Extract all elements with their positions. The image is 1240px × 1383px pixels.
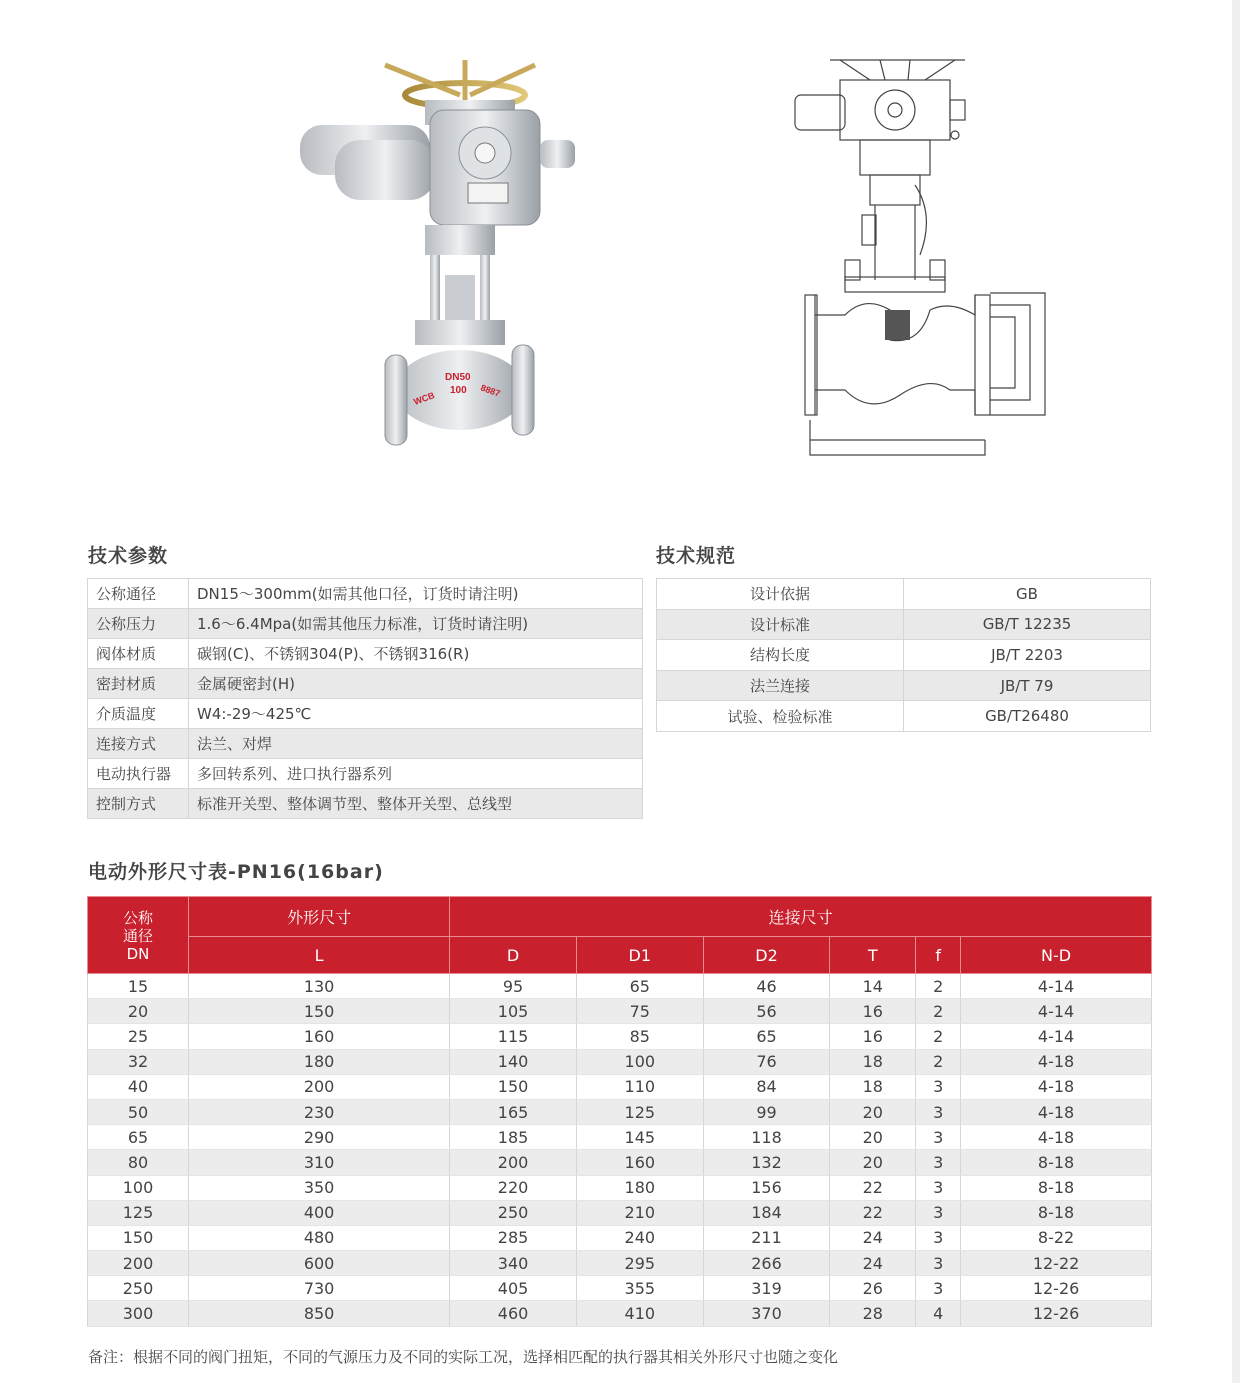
table-cell: 150 — [450, 1074, 577, 1099]
table-cell: 20 — [88, 999, 189, 1024]
table-cell: 850 — [189, 1301, 450, 1326]
specs-row — [657, 701, 1151, 732]
table-cell: 3 — [916, 1150, 961, 1175]
table-cell: 65 — [703, 1024, 830, 1049]
table-cell: 85 — [576, 1024, 703, 1049]
table-cell: 15 — [88, 974, 189, 999]
table-cell: 2 — [916, 1049, 961, 1074]
column-header: f — [916, 937, 961, 974]
spec-value: JB/T 2203 — [904, 640, 1151, 671]
table-cell: 310 — [189, 1150, 450, 1175]
param-value: W4:-29～425℃ — [189, 699, 643, 729]
table-cell: 4-18 — [961, 1049, 1152, 1074]
table-cell: 100 — [88, 1175, 189, 1200]
params-row — [88, 699, 643, 729]
body-material-marking: WCB — [412, 390, 436, 407]
spec-key: 试验、检验标准 — [657, 701, 904, 732]
table-cell: 400 — [189, 1200, 450, 1225]
table-cell: 18 — [830, 1049, 916, 1074]
table-cell: 22 — [830, 1175, 916, 1200]
table-cell: 165 — [450, 1099, 577, 1124]
table-cell: 295 — [576, 1251, 703, 1276]
column-header: T — [830, 937, 916, 974]
table-cell: 130 — [189, 974, 450, 999]
body-badge-marking: 8887 — [479, 382, 502, 399]
param-value: 1.6～6.4Mpa(如需其他压力标准，订货时请注明) — [189, 609, 643, 639]
table-cell: 20 — [830, 1125, 916, 1150]
table-cell: 125 — [88, 1200, 189, 1225]
spec-value: GB — [904, 579, 1151, 610]
param-value: 多回转系列、进口执行器系列 — [189, 759, 643, 789]
table-cell: 185 — [450, 1125, 577, 1150]
table-cell: 4-18 — [961, 1074, 1152, 1099]
footnote: 备注：根据不同的阀门扭矩，不同的气源压力及不同的实际工况，选择相匹配的执行器其相关外形尺寸也随之变化 — [88, 1348, 839, 1366]
table-cell: 26 — [830, 1276, 916, 1301]
table-cell: 290 — [189, 1125, 450, 1150]
table-cell: 50 — [88, 1099, 189, 1124]
param-value: 法兰、对焊 — [189, 729, 643, 759]
params-table — [87, 578, 643, 819]
table-cell: 600 — [189, 1251, 450, 1276]
table-cell: 480 — [189, 1225, 450, 1250]
table-cell: 84 — [703, 1074, 830, 1099]
table-cell: 65 — [576, 974, 703, 999]
param-value: 金属硬密封(H) — [189, 669, 643, 699]
table-cell: 3 — [916, 1225, 961, 1250]
table-row — [88, 1225, 1152, 1250]
table-row — [88, 1301, 1152, 1326]
table-cell: 100 — [576, 1049, 703, 1074]
table-cell: 118 — [703, 1125, 830, 1150]
table-cell: 20 — [830, 1099, 916, 1124]
table-cell: 140 — [450, 1049, 577, 1074]
table-cell: 46 — [703, 974, 830, 999]
table-cell: 105 — [450, 999, 577, 1024]
table-cell: 3 — [916, 1276, 961, 1301]
specs-table — [656, 578, 1151, 732]
table-cell: 3 — [916, 1074, 961, 1099]
table-cell: 95 — [450, 974, 577, 999]
table-cell: 12-26 — [961, 1301, 1152, 1326]
page-edge — [1232, 0, 1240, 1383]
valve-photo — [290, 55, 590, 455]
table-cell: 4-18 — [961, 1099, 1152, 1124]
table-cell: 12-22 — [961, 1251, 1152, 1276]
table-cell: 25 — [88, 1024, 189, 1049]
table-cell: 460 — [450, 1301, 577, 1326]
dims-table — [87, 896, 1152, 1327]
params-row — [88, 729, 643, 759]
param-key: 控制方式 — [88, 789, 189, 819]
header-outer-dims: 外形尺寸 — [189, 897, 450, 937]
table-cell: 370 — [703, 1301, 830, 1326]
table-cell: 410 — [576, 1301, 703, 1326]
param-key: 阀体材质 — [88, 639, 189, 669]
table-cell: 220 — [450, 1175, 577, 1200]
column-header: N-D — [961, 937, 1152, 974]
table-cell: 4-14 — [961, 999, 1152, 1024]
table-cell: 8-18 — [961, 1150, 1152, 1175]
param-key: 电动执行器 — [88, 759, 189, 789]
table-cell: 8-18 — [961, 1175, 1152, 1200]
table-cell: 319 — [703, 1276, 830, 1301]
spec-key: 设计依据 — [657, 579, 904, 610]
table-row — [88, 1049, 1152, 1074]
table-cell: 132 — [703, 1150, 830, 1175]
specs-row — [657, 670, 1151, 701]
column-header: D2 — [703, 937, 830, 974]
spec-value: GB/T 12235 — [904, 609, 1151, 640]
table-cell: 240 — [576, 1225, 703, 1250]
params-row — [88, 789, 643, 819]
table-row — [88, 974, 1152, 999]
table-cell: 3 — [916, 1125, 961, 1150]
table-cell: 2 — [916, 974, 961, 999]
table-row — [88, 1150, 1152, 1175]
table-cell: 250 — [450, 1200, 577, 1225]
table-cell: 211 — [703, 1225, 830, 1250]
table-cell: 4-14 — [961, 974, 1152, 999]
table-cell: 250 — [88, 1276, 189, 1301]
table-cell: 210 — [576, 1200, 703, 1225]
table-cell: 180 — [189, 1049, 450, 1074]
table-cell: 340 — [450, 1251, 577, 1276]
table-cell: 80 — [88, 1150, 189, 1175]
params-row — [88, 579, 643, 609]
table-cell: 145 — [576, 1125, 703, 1150]
table-cell: 99 — [703, 1099, 830, 1124]
table-row — [88, 1200, 1152, 1225]
table-cell: 24 — [830, 1251, 916, 1276]
table-cell: 32 — [88, 1049, 189, 1074]
table-cell: 40 — [88, 1074, 189, 1099]
table-cell: 266 — [703, 1251, 830, 1276]
table-cell: 300 — [88, 1301, 189, 1326]
table-cell: 65 — [88, 1125, 189, 1150]
table-cell: 18 — [830, 1074, 916, 1099]
table-cell: 150 — [189, 999, 450, 1024]
table-cell: 28 — [830, 1301, 916, 1326]
params-row — [88, 609, 643, 639]
params-row — [88, 639, 643, 669]
spec-key: 结构长度 — [657, 640, 904, 671]
column-header: L — [189, 937, 450, 974]
table-row — [88, 1074, 1152, 1099]
spec-value: JB/T 79 — [904, 670, 1151, 701]
table-cell: 200 — [88, 1251, 189, 1276]
table-cell: 22 — [830, 1200, 916, 1225]
table-row — [88, 999, 1152, 1024]
table-cell: 16 — [830, 999, 916, 1024]
param-value: DN15～300mm(如需其他口径，订货时请注明) — [189, 579, 643, 609]
table-cell: 115 — [450, 1024, 577, 1049]
dims-title: 电动外形尺寸表-PN16(16bar) — [88, 861, 384, 883]
header-connection-dims: 连接尺寸 — [450, 897, 1152, 937]
table-cell: 3 — [916, 1099, 961, 1124]
param-value: 碳钢(C)、不锈钢304(P)、不锈钢316(R) — [189, 639, 643, 669]
valve-technical-drawing — [790, 55, 1060, 460]
table-cell: 180 — [576, 1175, 703, 1200]
specs-title: 技术规范 — [656, 545, 737, 567]
table-cell: 2 — [916, 1024, 961, 1049]
table-row — [88, 1175, 1152, 1200]
table-cell: 3 — [916, 1200, 961, 1225]
table-row — [88, 1276, 1152, 1301]
table-cell: 76 — [703, 1049, 830, 1074]
table-cell: 2 — [916, 999, 961, 1024]
table-cell: 405 — [450, 1276, 577, 1301]
table-row — [88, 1251, 1152, 1276]
table-cell: 14 — [830, 974, 916, 999]
table-cell: 200 — [450, 1150, 577, 1175]
header-dn: 公称 通径 DN — [88, 897, 189, 974]
body-dn-marking: DN50 — [445, 372, 471, 383]
table-cell: 56 — [703, 999, 830, 1024]
table-cell: 4-14 — [961, 1024, 1152, 1049]
table-cell: 8-18 — [961, 1200, 1152, 1225]
table-cell: 4 — [916, 1301, 961, 1326]
table-cell: 350 — [189, 1175, 450, 1200]
specs-row — [657, 579, 1151, 610]
table-row — [88, 1099, 1152, 1124]
column-header: D1 — [576, 937, 703, 974]
param-key: 公称压力 — [88, 609, 189, 639]
table-cell: 24 — [830, 1225, 916, 1250]
table-cell: 110 — [576, 1074, 703, 1099]
param-value: 标准开关型、整体调节型、整体开关型、总线型 — [189, 789, 643, 819]
param-key: 介质温度 — [88, 699, 189, 729]
params-title: 技术参数 — [88, 545, 169, 567]
param-key: 连接方式 — [88, 729, 189, 759]
table-row — [88, 1024, 1152, 1049]
table-cell: 16 — [830, 1024, 916, 1049]
table-cell: 160 — [576, 1150, 703, 1175]
table-row — [88, 1125, 1152, 1150]
column-header: D — [450, 937, 577, 974]
table-cell: 3 — [916, 1251, 961, 1276]
specs-row — [657, 609, 1151, 640]
spec-value: GB/T26480 — [904, 701, 1151, 732]
table-cell: 730 — [189, 1276, 450, 1301]
table-cell: 8-22 — [961, 1225, 1152, 1250]
table-cell: 12-26 — [961, 1276, 1152, 1301]
table-cell: 150 — [88, 1225, 189, 1250]
table-cell: 184 — [703, 1200, 830, 1225]
table-cell: 156 — [703, 1175, 830, 1200]
table-cell: 125 — [576, 1099, 703, 1124]
table-cell: 285 — [450, 1225, 577, 1250]
table-cell: 4-18 — [961, 1125, 1152, 1150]
table-cell: 3 — [916, 1175, 961, 1200]
param-key: 密封材质 — [88, 669, 189, 699]
table-cell: 160 — [189, 1024, 450, 1049]
params-row — [88, 669, 643, 699]
table-cell: 200 — [189, 1074, 450, 1099]
body-pn-marking: 100 — [450, 385, 467, 396]
specs-row — [657, 640, 1151, 671]
table-cell: 355 — [576, 1276, 703, 1301]
param-key: 公称通径 — [88, 579, 189, 609]
spec-key: 法兰连接 — [657, 670, 904, 701]
table-cell: 75 — [576, 999, 703, 1024]
spec-key: 设计标准 — [657, 609, 904, 640]
table-cell: 230 — [189, 1099, 450, 1124]
params-row — [88, 759, 643, 789]
table-cell: 20 — [830, 1150, 916, 1175]
